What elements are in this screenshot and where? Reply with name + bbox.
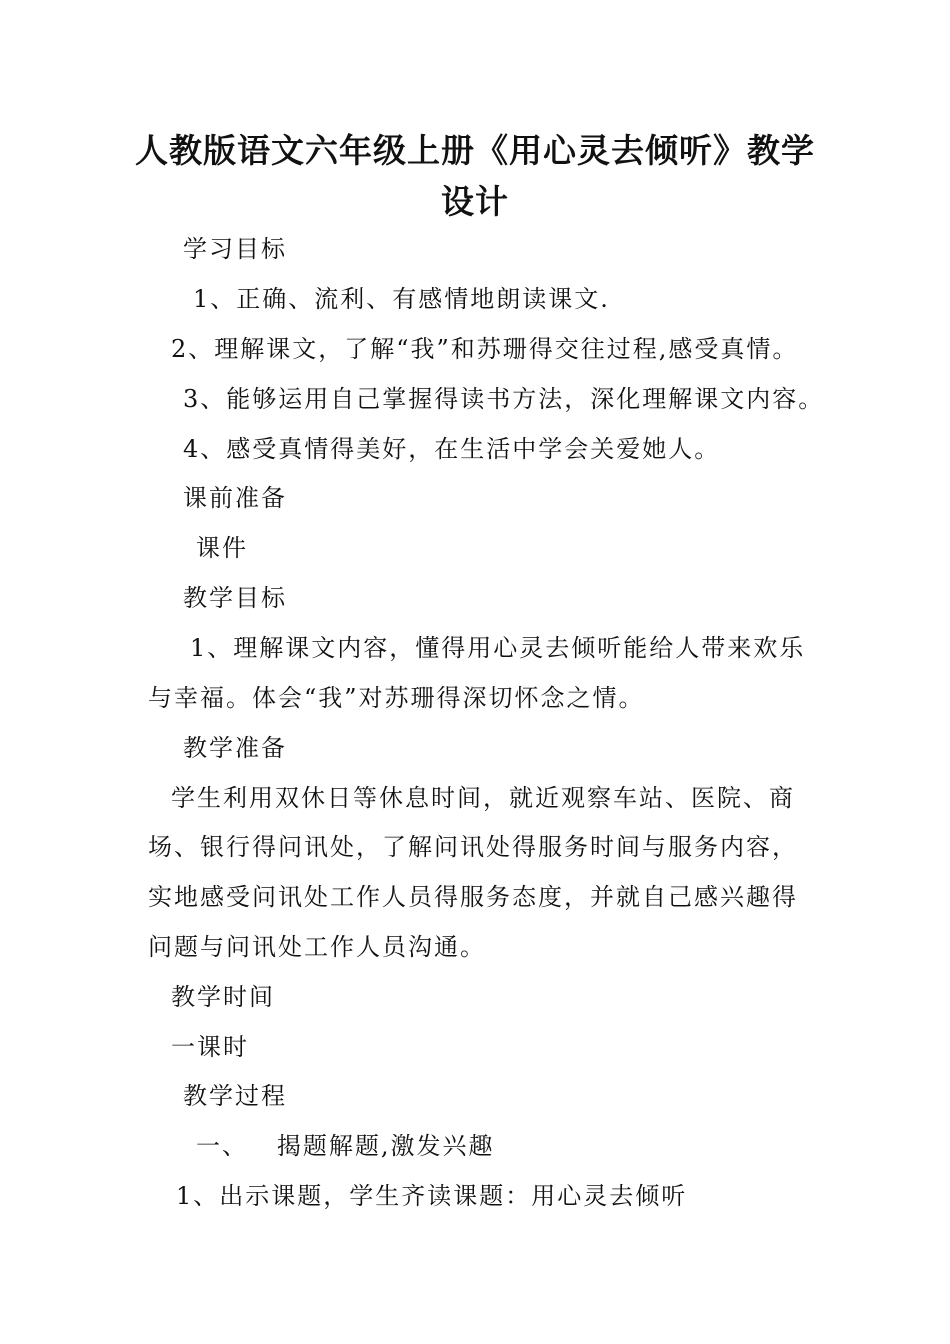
teaching-prep-line-2: 场、银行得问讯处，了解问讯处得服务时间与服务内容， [148, 833, 798, 861]
learning-goal-2: 2、理解课文，了解“我”和苏珊得交往过程,感受真情。 [171, 335, 799, 363]
heading-learning-goals: 学习目标 [183, 235, 287, 263]
document-title-line-1: 人教版语文六年级上册《用心灵去倾听》教学 [135, 131, 815, 170]
preparation-text: 课件 [196, 534, 248, 562]
teaching-prep-line-1: 学生利用双休日等休息时间，就近观察车站、医院、商 [171, 784, 795, 812]
teaching-goal-line-2: 与幸福。体会“我”对苏珊得深切怀念之情。 [148, 684, 645, 712]
teaching-goal-line-1: 1、理解课文内容，懂得用心灵去倾听能给人带来欢乐 [190, 634, 806, 662]
process-section-1: 一、 揭题解题,激发兴趣 [196, 1132, 495, 1160]
teaching-prep-line-3: 实地感受问讯处工作人员得服务态度，并就自己感兴趣得 [148, 883, 798, 911]
process-step-1: 1、出示课题，学生齐读课题：用心灵去倾听 [176, 1182, 688, 1210]
learning-goal-4: 4、感受真情得美好，在生活中学会关爱她人。 [183, 435, 721, 463]
heading-teaching-prep: 教学准备 [183, 734, 287, 762]
teaching-prep-line-4: 问题与问讯处工作人员沟通。 [148, 933, 486, 961]
heading-teaching-process: 教学过程 [183, 1082, 287, 1110]
learning-goal-1: 1、正确、流利、有感情地朗读课文. [193, 285, 610, 313]
teaching-time-text: 一课时 [171, 1033, 249, 1061]
learning-goal-3: 3、能够运用自己掌握得读书方法，深化理解课文内容。 [183, 385, 825, 413]
heading-teaching-time: 教学时间 [171, 983, 275, 1011]
heading-preparation: 课前准备 [183, 484, 287, 512]
document-title-line-2: 设计 [441, 182, 509, 221]
heading-teaching-goals: 教学目标 [183, 584, 287, 612]
